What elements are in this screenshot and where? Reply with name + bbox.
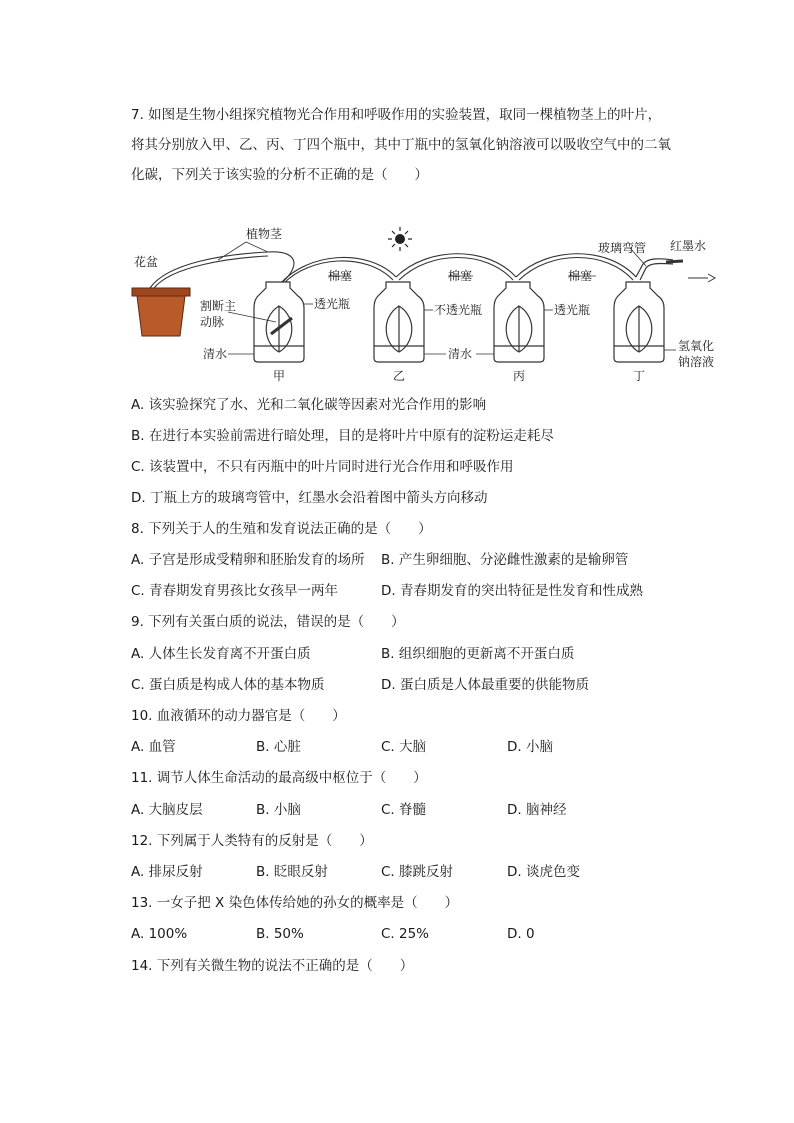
q10-option-a: A. 血管 (131, 739, 176, 755)
flower-pot (132, 288, 190, 336)
label-cork-2: 棉塞 (448, 269, 473, 283)
q9-option-b: B. 组织细胞的更新离不开蛋白质 (381, 646, 575, 662)
label-transparent-bottle-1: 透光瓶 (314, 297, 351, 311)
q7-stem-line1: 7. 如图是生物小组探究植物光合作用和呼吸作用的实验装置，取同一棵植物茎上的叶片， (131, 107, 662, 123)
label-cork-3: 棉塞 (568, 269, 593, 283)
q10-stem: 10. 血液循环的动力器官是（ ） (131, 708, 346, 724)
q7-option-b: B. 在进行本实验前需进行暗处理，目的是将叶片中原有的淀粉运走耗尽 (131, 428, 554, 444)
label-glass-tube: 玻璃弯管 (598, 241, 647, 255)
q13-option-b: B. 50% (256, 926, 304, 942)
q13-stem: 13. 一女子把 X 染色体传给她的孙女的概率是（ ） (131, 895, 459, 911)
q7-stem-line2: 将其分别放入甲、乙、丙、丁四个瓶中，其中丁瓶中的氢氧化钠溶液可以吸收空气中的二氧 (131, 137, 671, 153)
q8-option-b: B. 产生卵细胞、分泌雌性激素的是输卵管 (381, 552, 629, 568)
label-cork-1: 棉塞 (328, 269, 353, 283)
bottle-ding (614, 282, 664, 362)
label-naoh-1: 氢氧化 (678, 339, 715, 353)
q12-option-b: B. 眨眼反射 (256, 864, 328, 880)
q11-stem: 11. 调节人体生命活动的最高级中枢位于（ ） (131, 770, 427, 786)
q10-option-b: B. 心脏 (256, 739, 301, 755)
q9-stem: 9. 下列有关蛋白质的说法，错误的是（ ） (131, 614, 405, 630)
q9-option-c: C. 蛋白质是构成人体的基本物质 (131, 677, 325, 693)
q11-option-c: C. 脊髓 (381, 802, 427, 818)
q10-option-c: C. 大脑 (381, 739, 427, 755)
q11-option-a: A. 大脑皮层 (131, 802, 203, 818)
label-bottle-bing: 丙 (513, 369, 526, 383)
q8-option-a: A. 子宫是形成受精卵和胚胎发育的场所 (131, 552, 365, 568)
q11-option-b: B. 小脑 (256, 802, 301, 818)
q9-option-a: A. 人体生长发育离不开蛋白质 (131, 646, 311, 662)
q7-option-a: A. 该实验探究了水、光和二氧化碳等因素对光合作用的影响 (131, 397, 487, 413)
q9-option-d: D. 蛋白质是人体最重要的供能物质 (381, 677, 589, 693)
bottle-bing (494, 282, 544, 362)
label-cut-vein-1: 割断主 (200, 299, 237, 313)
bottle-yi (374, 282, 424, 362)
q14-stem: 14. 下列有关微生物的说法不正确的是（ ） (131, 958, 414, 974)
q12-option-c: C. 膝跳反射 (381, 864, 454, 880)
glass-tube (636, 259, 715, 282)
bottle-jia (254, 282, 304, 362)
label-flower-pot: 花盆 (134, 255, 159, 269)
label-naoh-2: 钠溶液 (678, 355, 715, 369)
label-bottle-jia: 甲 (273, 369, 286, 383)
label-water-mid: 清水 (448, 347, 473, 361)
q8-option-d: D. 青春期发育的突出特征是性发育和性成熟 (381, 583, 643, 599)
label-bottle-yi: 乙 (393, 369, 406, 383)
q8-stem: 8. 下列关于人的生殖和发育说法正确的是（ ） (131, 521, 432, 537)
label-transparent-bottle-2: 透光瓶 (554, 303, 591, 317)
q10-option-d: D. 小脑 (507, 739, 553, 755)
label-red-ink: 红墨水 (670, 239, 707, 253)
q12-stem: 12. 下列属于人类特有的反射是（ ） (131, 833, 373, 849)
label-water-left: 清水 (203, 347, 228, 361)
label-opaque-bottle: 不透光瓶 (434, 303, 483, 317)
label-cut-vein-2: 动脉 (200, 315, 225, 329)
q12-option-a: A. 排尿反射 (131, 864, 203, 880)
q7-experiment-figure (128, 222, 728, 387)
q7-option-c: C. 该装置中，不只有丙瓶中的叶片同时进行光合作用和呼吸作用 (131, 459, 514, 475)
label-plant-stem: 植物茎 (246, 227, 283, 241)
q13-option-d: D. 0 (507, 926, 535, 942)
q8-option-c: C. 青春期发育男孩比女孩早一两年 (131, 583, 339, 599)
q11-option-d: D. 脑神经 (507, 802, 567, 818)
q13-option-c: C. 25% (381, 926, 430, 942)
q13-option-a: A. 100% (131, 926, 188, 942)
q7-stem-line3: 化碳，下列关于该实验的分析不正确的是（ ） (131, 167, 428, 183)
q12-option-d: D. 谈虎色变 (507, 864, 580, 880)
q7-option-d: D. 丁瓶上方的玻璃弯管中，红墨水会沿着图中箭头方向移动 (131, 490, 488, 506)
label-bottle-ding: 丁 (633, 369, 646, 383)
sun-icon (388, 227, 412, 251)
